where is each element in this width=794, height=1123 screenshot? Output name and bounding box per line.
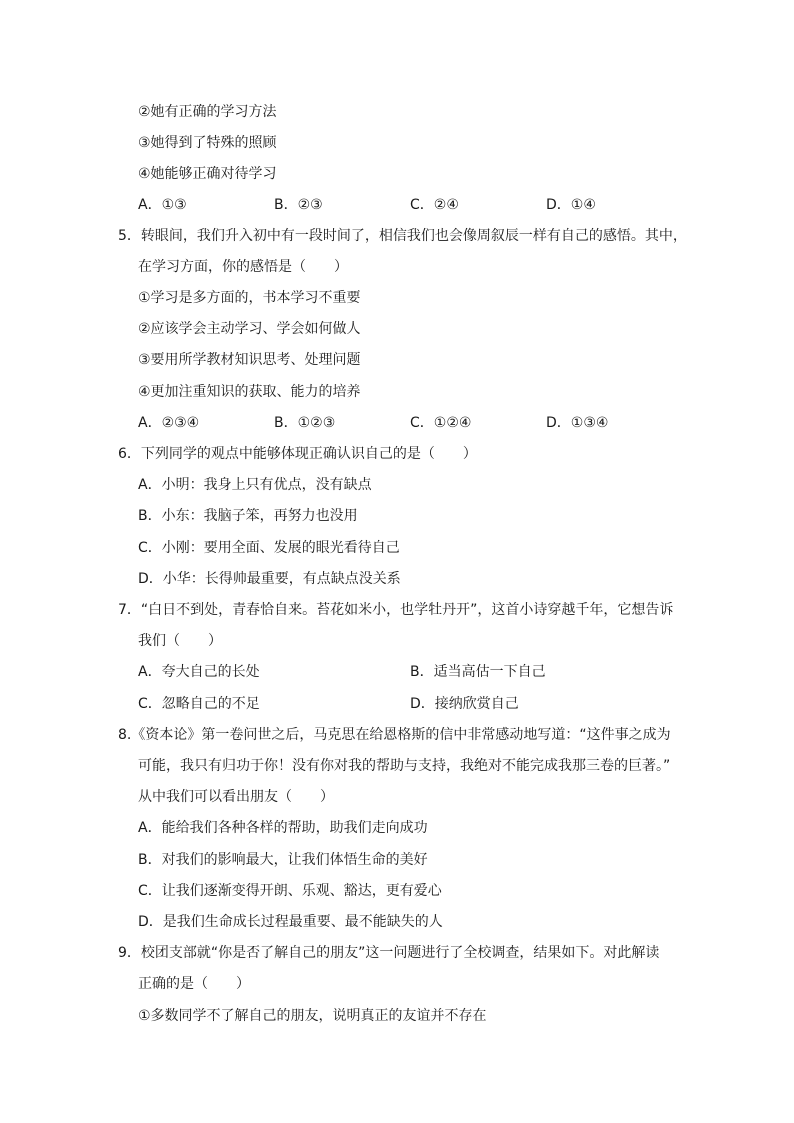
q5-item-2: ②应该学会主动学习、学会如何做人 (138, 321, 361, 337)
q5-option-c: C．①②④ (410, 415, 472, 431)
q8-option-b: B．对我们的影响最大，让我们体悟生命的美好 (138, 852, 428, 868)
q4-item-3: ③她得到了特殊的照顾 (138, 135, 277, 151)
q4-item-2: ②她有正确的学习方法 (138, 104, 277, 120)
q8-option-d: D．是我们生命成长过程最重要、最不能缺失的人 (138, 914, 443, 930)
q6-option-c: C．小刚：要用全面、发展的眼光看待自己 (138, 540, 400, 556)
q9-stem-line-1: 9．校团支部就“你是否了解自己的朋友”这一问题进行了全校调查，结果如下。对此解读 (118, 945, 660, 961)
q4-option-c: C．②④ (410, 197, 459, 213)
q5-option-b: B．①②③ (274, 415, 336, 431)
q5-option-d: D．①③④ (546, 415, 609, 431)
q8-option-a: A．能给我们各种各样的帮助，助我们走向成功 (138, 820, 428, 836)
q4-option-a: A．①③ (138, 197, 187, 213)
q8-stem-line-1: 8.《资本论》第一卷问世之后，马克思在给恩格斯的信中非常感动地写道：“这件事之成为 (118, 727, 671, 743)
q7-option-b: B．适当高估一下自己 (410, 664, 546, 680)
q9-stem-line-2: 正确的是（ ） (138, 976, 250, 992)
q7-stem-line-2: 我们（ ） (138, 633, 222, 649)
q6-option-b: B．小东：我脑子笨，再努力也没用 (138, 508, 358, 524)
q8-option-c: C．让我们逐渐变得开朗、乐观、豁达，更有爱心 (138, 883, 442, 899)
q4-item-4: ④她能够正确对待学习 (138, 166, 277, 182)
q5-item-3: ③要用所学教材知识思考、处理问题 (138, 352, 361, 368)
q7-option-d: D．接纳欣赏自己 (410, 696, 519, 712)
q9-item-1: ①多数同学不了解自己的朋友，说明真正的友谊并不存在 (138, 1008, 487, 1024)
q7-option-c: C．忽略自己的不足 (138, 696, 260, 712)
q5-item-1: ①学习是多方面的，书本学习不重要 (138, 290, 361, 306)
q6-option-a: A．小明：我身上只有优点，没有缺点 (138, 477, 372, 493)
q4-option-b: B．②③ (274, 197, 323, 213)
q6-stem: 6．下列同学的观点中能够体现正确认识自己的是（ ） (118, 446, 477, 462)
q8-stem-line-3: 从中我们可以看出朋友（ ） (138, 789, 334, 805)
q4-option-d: D．①④ (546, 197, 596, 213)
q5-stem-line-2: 在学习方面，你的感悟是（ ） (138, 259, 348, 275)
q7-stem-line-1: 7．“白日不到处，青春恰自来。苔花如米小，也学牡丹开”，这首小诗穿越千年，它想告诉 (118, 602, 674, 618)
q5-option-a: A．②③④ (138, 415, 200, 431)
q8-stem-line-2: 可能，我只有归功于你！没有你对我的帮助与支持，我绝对不能完成我那三卷的巨著。” (138, 758, 671, 774)
q6-option-d: D．小华：长得帅最重要，有点缺点没关系 (138, 571, 401, 587)
q7-option-a: A．夸大自己的长处 (138, 664, 260, 680)
q5-item-4: ④更加注重知识的获取、能力的培养 (138, 384, 361, 400)
q5-stem-line-1: 5．转眼间，我们升入初中有一段时间了，相信我们也会像周叙辰一样有自己的感悟。其中， (118, 228, 687, 244)
